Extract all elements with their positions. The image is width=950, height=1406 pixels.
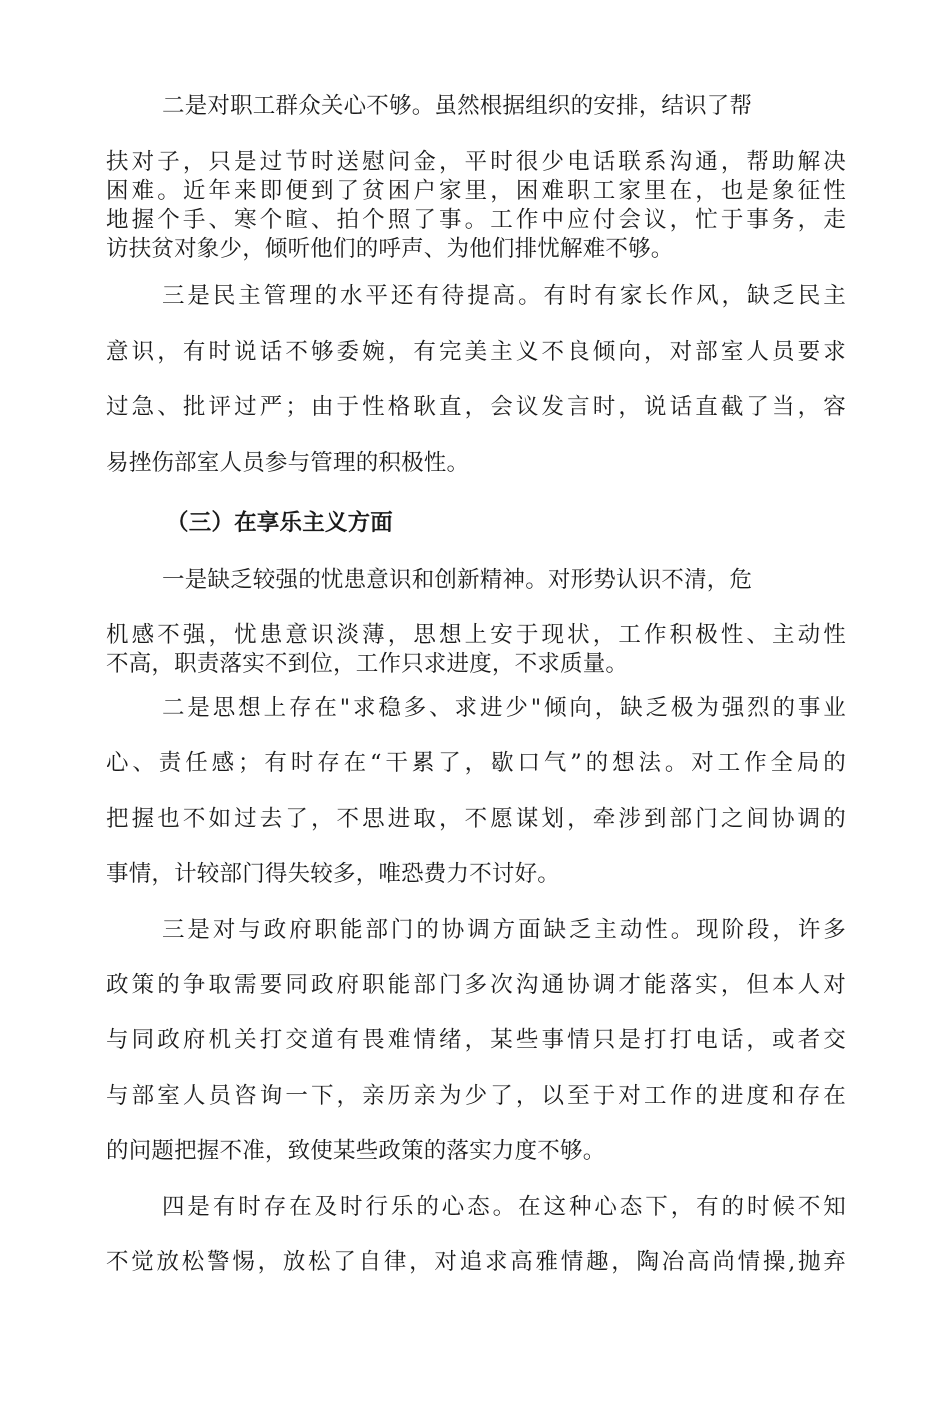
text-line: 易挫伤部室人员参与管理的积极性。 [106, 450, 470, 476]
text-line: 的问题把握不准，致使某些政策的落实力度不够。 [106, 1138, 606, 1164]
text-line: 扶对子，只是过节时送慰问金，平时很少电话联系沟通，帮助解决 [106, 149, 846, 175]
text-line: 地握个手、寒个暄、拍个照了事。工作中应付会议，忙于事务，走 [106, 207, 846, 233]
text-line: 心、责任感；有时存在“干累了，歇口气”的想法。对工作全局的 [106, 750, 846, 776]
text-line: 不高，职责落实不到位，工作只求进度，不求质量。 [106, 651, 629, 677]
text-line: 把握也不如过去了，不思进取，不愿谋划，牵涉到部门之间协调的 [106, 806, 846, 832]
text-line: 与同政府机关打交道有畏难情绪，某些事情只是打打电话，或者交 [106, 1027, 846, 1053]
text-line: 事情，计较部门得失较多，唯恐费力不讨好。 [106, 861, 561, 887]
text-line: 二是思想上存在"求稳多、求进少"倾向，缺乏极为强烈的事业 [162, 695, 846, 721]
text-line: 意识，有时说话不够委婉，有完美主义不良倾向，对部室人员要求 [106, 339, 846, 365]
section-heading: （三）在享乐主义方面 [166, 510, 394, 536]
text-line: 一是缺乏较强的忧患意识和创新精神。对形势认识不清，危 [162, 567, 753, 593]
text-line: 三是对与政府职能部门的协调方面缺乏主动性。现阶段，许多 [162, 917, 846, 943]
text-line: 与部室人员咨询一下，亲历亲为少了，以至于对工作的进度和存在 [106, 1083, 846, 1109]
text-line: 二是对职工群众关心不够。虽然根据组织的安排，结识了帮 [162, 93, 753, 119]
text-line: 过急、批评过严；由于性格耿直，会议发言时，说话直截了当，容 [106, 394, 846, 420]
text-line: 困难。近年来即便到了贫困户家里，困难职工家里在，也是象征性 [106, 178, 846, 204]
text-line: 访扶贫对象少，倾听他们的呼声、为他们排忧解难不够。 [106, 236, 674, 262]
text-line: 四是有时存在及时行乐的心态。在这种心态下，有的时候不知 [162, 1194, 846, 1220]
text-line: 政策的争取需要同政府职能部门多次沟通协调才能落实，但本人对 [106, 972, 846, 998]
text-line: 机感不强，忧患意识淡薄，思想上安于现状，工作积极性、主动性 [106, 622, 846, 648]
text-line: 三是民主管理的水平还有待提高。有时有家长作风，缺乏民主 [162, 283, 846, 309]
text-line: 不觉放松警惕，放松了自律，对追求高雅情趣，陶冶高尚情操,抛弃 [106, 1249, 846, 1275]
